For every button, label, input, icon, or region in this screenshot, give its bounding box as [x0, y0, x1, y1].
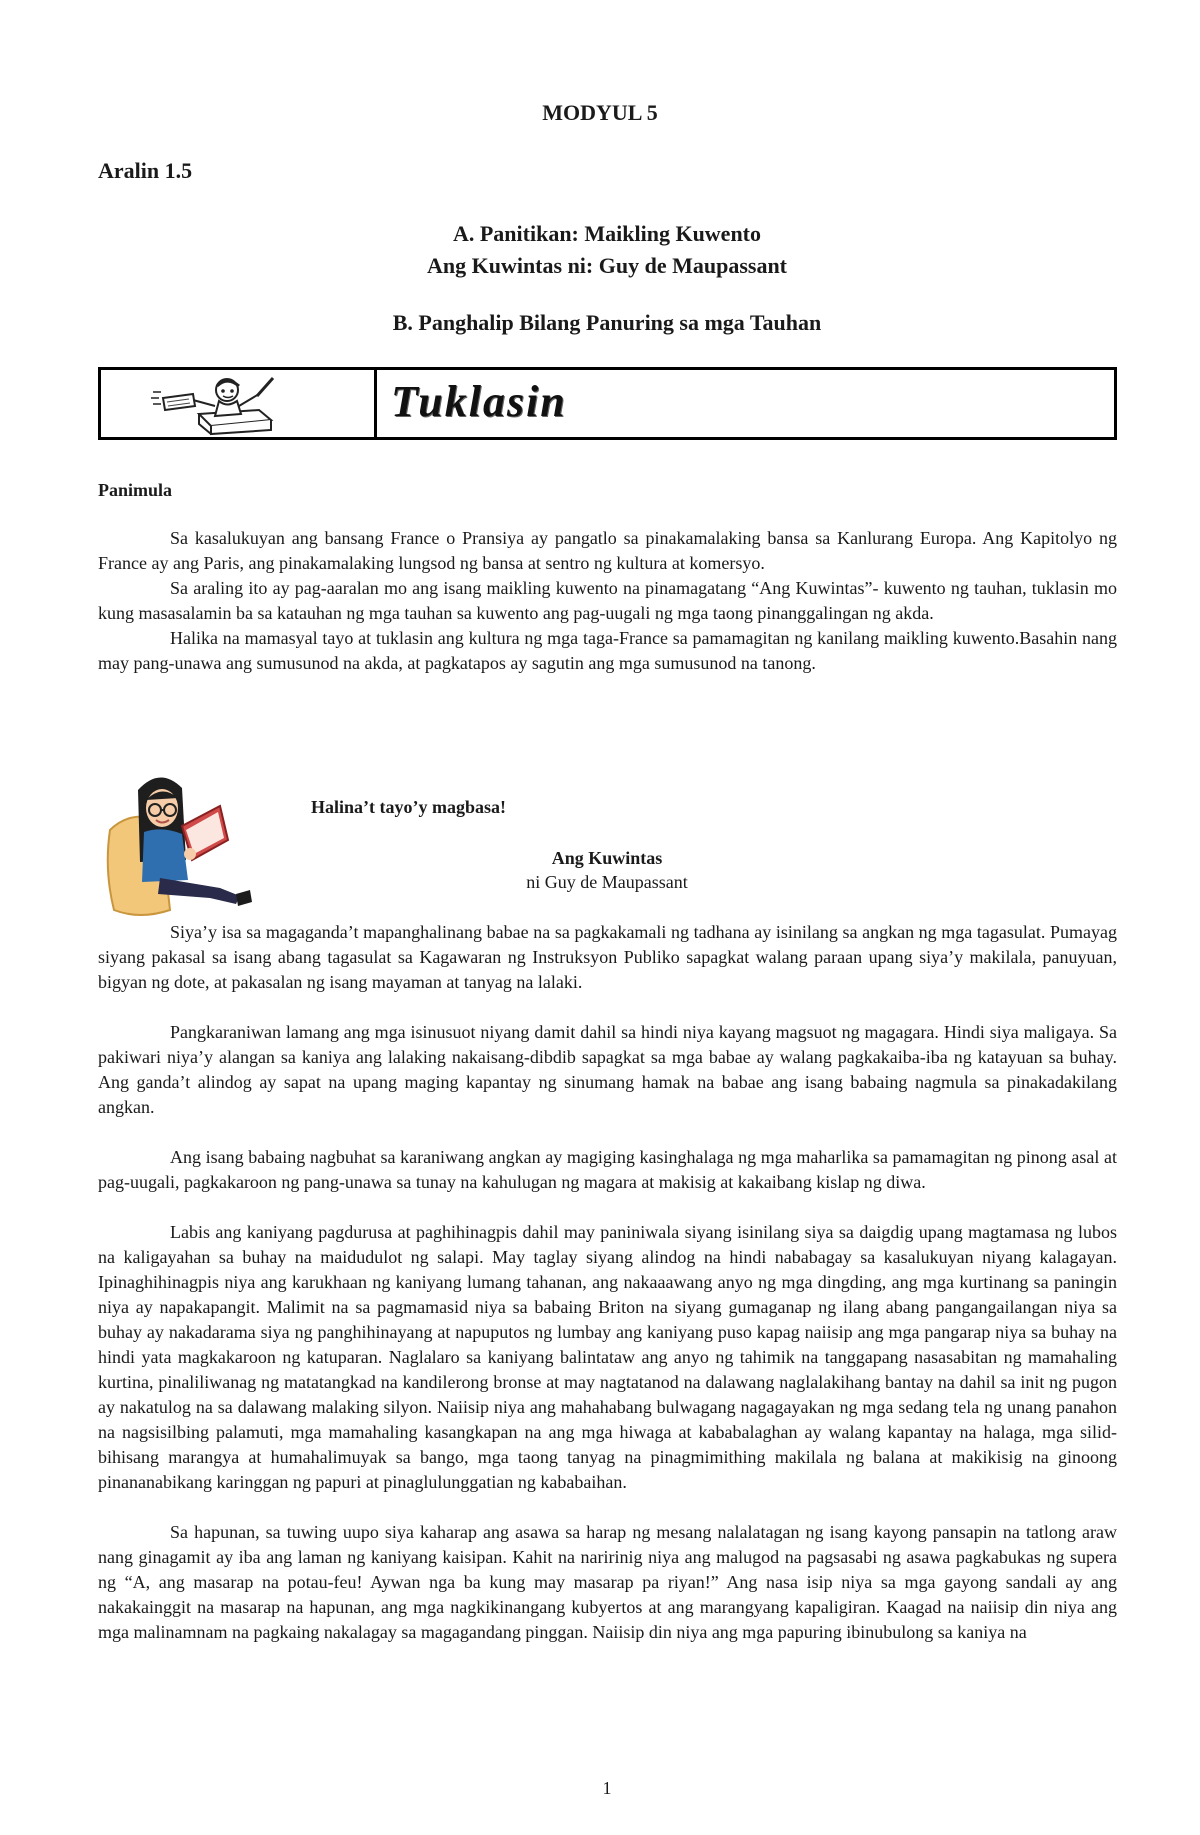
section-b-heading: B. Panghalip Bilang Panuring sa mga Tauhan [392, 310, 822, 335]
story-title: Ang Kuwintas [551, 848, 663, 868]
tuklasin-title: Tuklasin [391, 377, 567, 426]
story-author: ni Guy de Maupassant [526, 872, 688, 892]
section-a-line2: Ang Kuwintas ni: Guy de Maupassant [426, 253, 788, 278]
panimula-paragraph: Halika na mamasyal tayo at tuklasin ang kultura ng mga taga-France sa pamamagitan ng kanilang maikling kuwento.Basahin nang may pang-unawa ang sumusunod na akda, at pagkatapos ay sagutin ang mga sumusunod na tanong. [98, 628, 1117, 673]
panimula-body [98, 526, 1117, 676]
reading-prompt: Halina’t tayo’y magbasa! [311, 797, 506, 817]
panimula-paragraph: Sa araling ito ay pag-aaralan mo ang isang maikling kuwento na pinamagatang “Ang Kuwintas”- kuwento ng tauhan, tuklasin mo kung masasalamin ba sa katauhan ng mga tauhan sa kuwento ang pag-uugali ng mga taong pinanggalingan ng akda. [98, 578, 1117, 623]
story-paragraph: Pangkaraniwan lamang ang mga isinusuot niyang damit dahil sa hindi niya kayang magsuot ng magagara. Hindi siya maligaya. Sa pakiwari niya’y alangan sa kaniya ang lalaking nakaisang-dibdib sapagkat sa mga babae ay walang pagkakaiba-iba ng katayuan sa buhay. Ang ganda’t alindog ay sapat na upang maging kapantay ng sinumang hamak na babae ang isang babaing nagmula sa pinakadakilang angkan. [98, 1022, 1117, 1117]
section-a-heading [0, 218, 1200, 282]
story-paragraph: Siya’y isa sa magaganda’t mapanghalinang babae na sa pagkakamali ng tadhana ay isinilang sa angkan ng mga tagasulat. Pumayag siyang pakasal sa isang abang tagasulat sa Kagawaran ng Instruksyon Publiko sapagkat walang paraan upang siya’y makilala, panuyuan, bigyan ng dote, at pakasalan ng isang mayaman at tanyag na lalaki. [98, 922, 1117, 992]
story-body [98, 920, 1117, 1645]
writer-at-desk-icon [149, 374, 289, 436]
section-a-line1: A. Panitikan: Maikling Kuwento [452, 221, 762, 246]
panimula-paragraph: Sa kasalukuyan ang bansang France o Pransiya ay pangatlo sa pinakamalaking bansa sa Kanlurang Europa. Ang Kapitolyo ng France ay ang Paris, ang pinakamalaking lungsod ng bansa at sentro ng kultura at komersyo. [98, 528, 1117, 573]
page-number: 1 [602, 1778, 612, 1798]
story-paragraph: Sa hapunan, sa tuwing uupo siya kaharap ang asawa sa harap ng mesang nalalatagan ng isang kayong pansapin na tatlong araw nang ginagamit ay iba ang laman ng kaniyang kaisipan. Kahit na naririnig niya ang malugod na pagsasabi ng asawa pagkabukas ng supera ng “A, ang masarap na potau-feu! Aywan nga ba kung may masarap pa riyan!” Ang nasa isip niya sa mga gayong sandali ay ang nakakainggit na masarap na hapunan, ang mga nagkikinangang kubyertos at ang marangyang kapaligiran. Kaagad na naiisip din niya ang mga malinamnam na pagkaing nakalagay sa magagandang pinggan. Naiisip din niya ang mga papuring ibinubulong sa kaniya na [98, 1522, 1117, 1642]
lesson-number: Aralin 1.5 [98, 158, 193, 183]
tuklasin-banner [98, 367, 1117, 440]
banner-divider [374, 370, 377, 437]
panimula-heading: Panimula [98, 480, 173, 500]
story-paragraph: Ang isang babaing nagbuhat sa karaniwang angkan ay magiging kasinghalaga ng mga maharlika sa pamamagitan ng pinong asal at pag-uugali, pagkakaroon ng pang-unawa sa tunay na kahulugan ng magara at makisig at kakaibang kislap ng diwa. [98, 1147, 1117, 1192]
girl-reading-book-icon [100, 770, 260, 920]
story-paragraph: Labis ang kaniyang pagdurusa at paghihinagpis dahil may paniniwala siyang isinilang siya sa daigdig upang magtamasa ng lubos na kaligayahan sa buhay na maidudulot ng salapi. May taglay siyang alindog na hindi nababagay sa kasalukuyan niyang kalagayan. Ipinaghihinagpis niya ang karukhaan ng kaniyang lumang tahanan, ang nakaaawang anyo ng mga dingding, ang mga kurtinang sa paningin niya ay napakapangit. Malimit na sa pagmamasid niya sa babaing Briton na siyang gumaganap ng ilang abang pangangailangan niya sa buhay ay nakadarama siya ng panghihinayang at napuputos ng lumbay ang kaniyang puso kapag naiisip ang mga pangarap niya sa buhay na hindi yata magkakaroon ng katuparan. Naglalaro sa kaniyang balintataw ang anyo ng tahimik na tanggapang nasasabitan ng mamahaling kurtina, pinaliliwanag ng matatangkad na kandilerong bronse at may nagtatanod na dalawang naglalakihang bantay na dahil sa init ng pugon ay nakatulog na sa dalawang malaking silyon. Naiisip niya ang mahahabang bulwagang nagagayakan ng mga sedang tela ng unang panahon na nagsisilbing palamuti, mga mamahaling kasangkapan na ang mga hiwaga at kababalaghan ay walang kapantay na halaga, mga silid-bihisang marangya at humahalimuyak sa bango, mga taong tanyag na pinagmimithing makilala ng balana at makikisig na ginoong pinananabikang karinggan ng papuri at pinaglulunggatian ng kababaihan. [98, 1222, 1117, 1492]
module-title: MODYUL 5 [542, 100, 658, 125]
